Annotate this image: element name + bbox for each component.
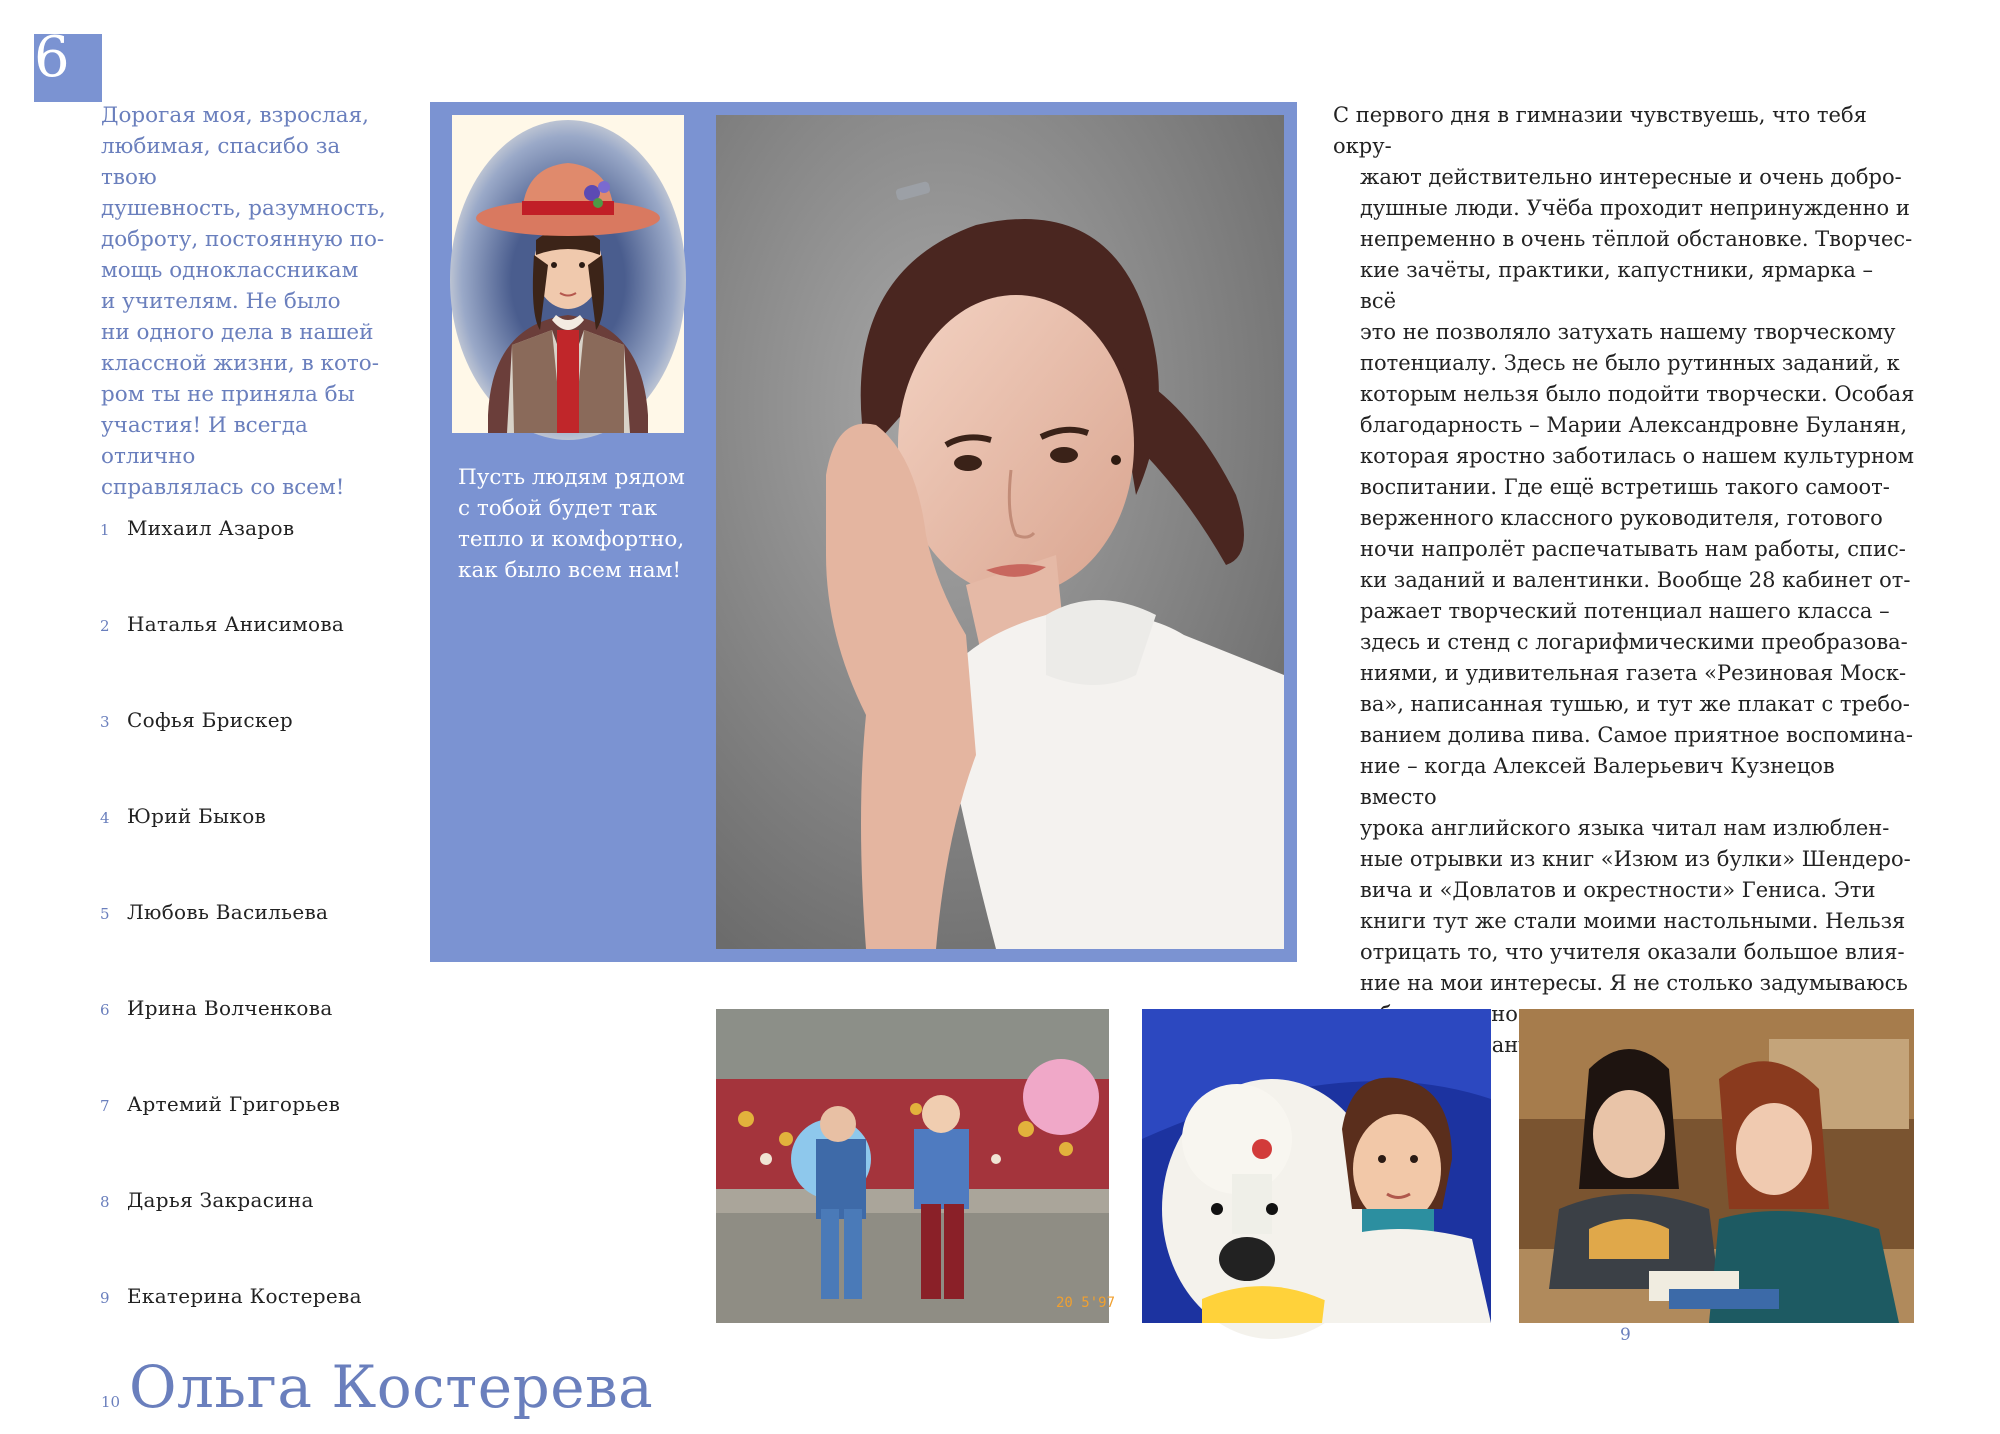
student-row xyxy=(100,612,344,642)
essay-line: урока английского языка читал нам излюблен- xyxy=(1360,816,1890,840)
essay-line: ночи напролёт распечатывать нам работы, спис- xyxy=(1360,537,1906,561)
essay-line: жают действительно интересные и очень добро- xyxy=(1360,165,1902,189)
student-name: Софья Брискер xyxy=(127,708,293,732)
dedication-text: Дорогая моя, взрослая, любимая, спасибо за твою душевность, разумность, доброту, постоянную по- мощь одноклассникам и учителям. Не было ни одного дела в нашей классной жизни, в кото- ром ты не приняла бы участия! И всегда отлично справлялась со всем! xyxy=(101,103,386,500)
essay-line: вича и «Довлатов и окрестности» Гениса. Эти xyxy=(1360,878,1876,902)
student-row xyxy=(100,996,333,1026)
student-number: 3 xyxy=(100,713,110,731)
essay-line: ва», написанная тушью, и тут же плакат с требо- xyxy=(1360,692,1910,716)
essay-line: верженного классного руководителя, готового xyxy=(1360,506,1883,530)
essay-line: это не позволяло затухать нашему творческому xyxy=(1360,320,1896,344)
essay-line: ниями, и удивительная газета «Резиновая Моск- xyxy=(1360,661,1907,685)
poodle-photo xyxy=(1142,1009,1491,1323)
student-name: Екатерина Костерева xyxy=(127,1284,362,1308)
student-number: 8 xyxy=(100,1193,110,1211)
student-row xyxy=(100,1284,362,1314)
student-name: Юрий Быков xyxy=(127,804,267,828)
essay-line: потенциалу. Здесь не было рутинных заданий, к xyxy=(1360,351,1900,375)
essay-line: ные отрывки из книг «Изюм из булки» Шендеро- xyxy=(1360,847,1911,871)
featured-student-name: Ольга Костерева xyxy=(129,1353,654,1421)
student-name: Ирина Волченкова xyxy=(127,996,333,1020)
student-row xyxy=(100,804,266,834)
essay-line: которым нельзя было подойти творчески. Особая xyxy=(1360,382,1915,406)
essay-line: но xyxy=(1491,1002,1518,1026)
student-name: Михаил Азаров xyxy=(127,516,295,540)
essay-line: ванием долива пива. Самое приятное воспомина- xyxy=(1360,723,1913,747)
section-tab: 6 xyxy=(34,34,102,102)
essay-line: ние – когда Алексей Валерьевич Кузнецов вместо xyxy=(1360,754,1835,809)
student-name: Дарья Закрасина xyxy=(127,1188,314,1212)
student-name: Наталья Анисимова xyxy=(127,612,345,636)
student-number: 9 xyxy=(100,1289,110,1307)
featured-student-number: 10 xyxy=(101,1393,121,1411)
essay-text xyxy=(1333,100,1915,1061)
student-name: Любовь Васильева xyxy=(127,900,329,924)
essay-line: душные люди. Учёба проходит непринужденно и xyxy=(1360,196,1910,220)
essay-line: ражает творческий потенциал нашего класса – xyxy=(1360,599,1890,623)
essay-line: здесь и стенд с логарифмическими преобразова- xyxy=(1360,630,1908,654)
essay-line: воспитании. Где ещё встретишь такого самоот- xyxy=(1360,475,1890,499)
page-number: 9 xyxy=(1620,1325,1631,1345)
essay-line: которая яростно заботилась о нашем культурном xyxy=(1360,444,1914,468)
student-row xyxy=(100,1188,314,1218)
student-number: 5 xyxy=(100,905,110,923)
student-name: Артемий Григорьев xyxy=(127,1092,341,1116)
essay-line: отрицать то, что учителя оказали большое влия- xyxy=(1360,940,1905,964)
essay-line: кие зачёты, практики, капустники, ярмарка – всё xyxy=(1360,258,1874,313)
essay-line: ки заданий и валентинки. Вообще 28 кабинет от- xyxy=(1360,568,1911,592)
child-photo xyxy=(452,115,684,433)
student-number: 6 xyxy=(100,1001,110,1019)
student-number: 1 xyxy=(100,521,110,539)
photo-date-stamp: 20 5'97 xyxy=(1056,1295,1116,1311)
essay-line: книги тут же стали моими настольными. Нельзя xyxy=(1360,909,1906,933)
essay-line: С первого дня в гимназии чувствуешь, что тебя окру- xyxy=(1333,103,1867,158)
essay-line: ние на мои интересы. Я не столько задумываюсь xyxy=(1360,971,1908,995)
essay-line: непременно в очень тёплой обстановке. Творчес- xyxy=(1360,227,1913,251)
classroom-photo xyxy=(1519,1009,1914,1323)
student-row xyxy=(100,708,293,738)
essay-line: благодарность – Марии Александровне Буланян, xyxy=(1360,413,1908,437)
student-row xyxy=(100,900,328,930)
essay-line: останутся xyxy=(1455,1033,1568,1057)
wish-text: Пусть людям рядом с тобой будет так тепло и комфортно, как было всем нам! xyxy=(458,465,685,583)
student-number: 2 xyxy=(100,617,110,635)
student-row xyxy=(100,1092,340,1122)
park-photo xyxy=(716,1009,1116,1323)
student-row xyxy=(100,516,294,546)
student-number: 7 xyxy=(100,1097,110,1115)
portrait-photo xyxy=(716,115,1284,949)
student-number: 4 xyxy=(100,809,110,827)
